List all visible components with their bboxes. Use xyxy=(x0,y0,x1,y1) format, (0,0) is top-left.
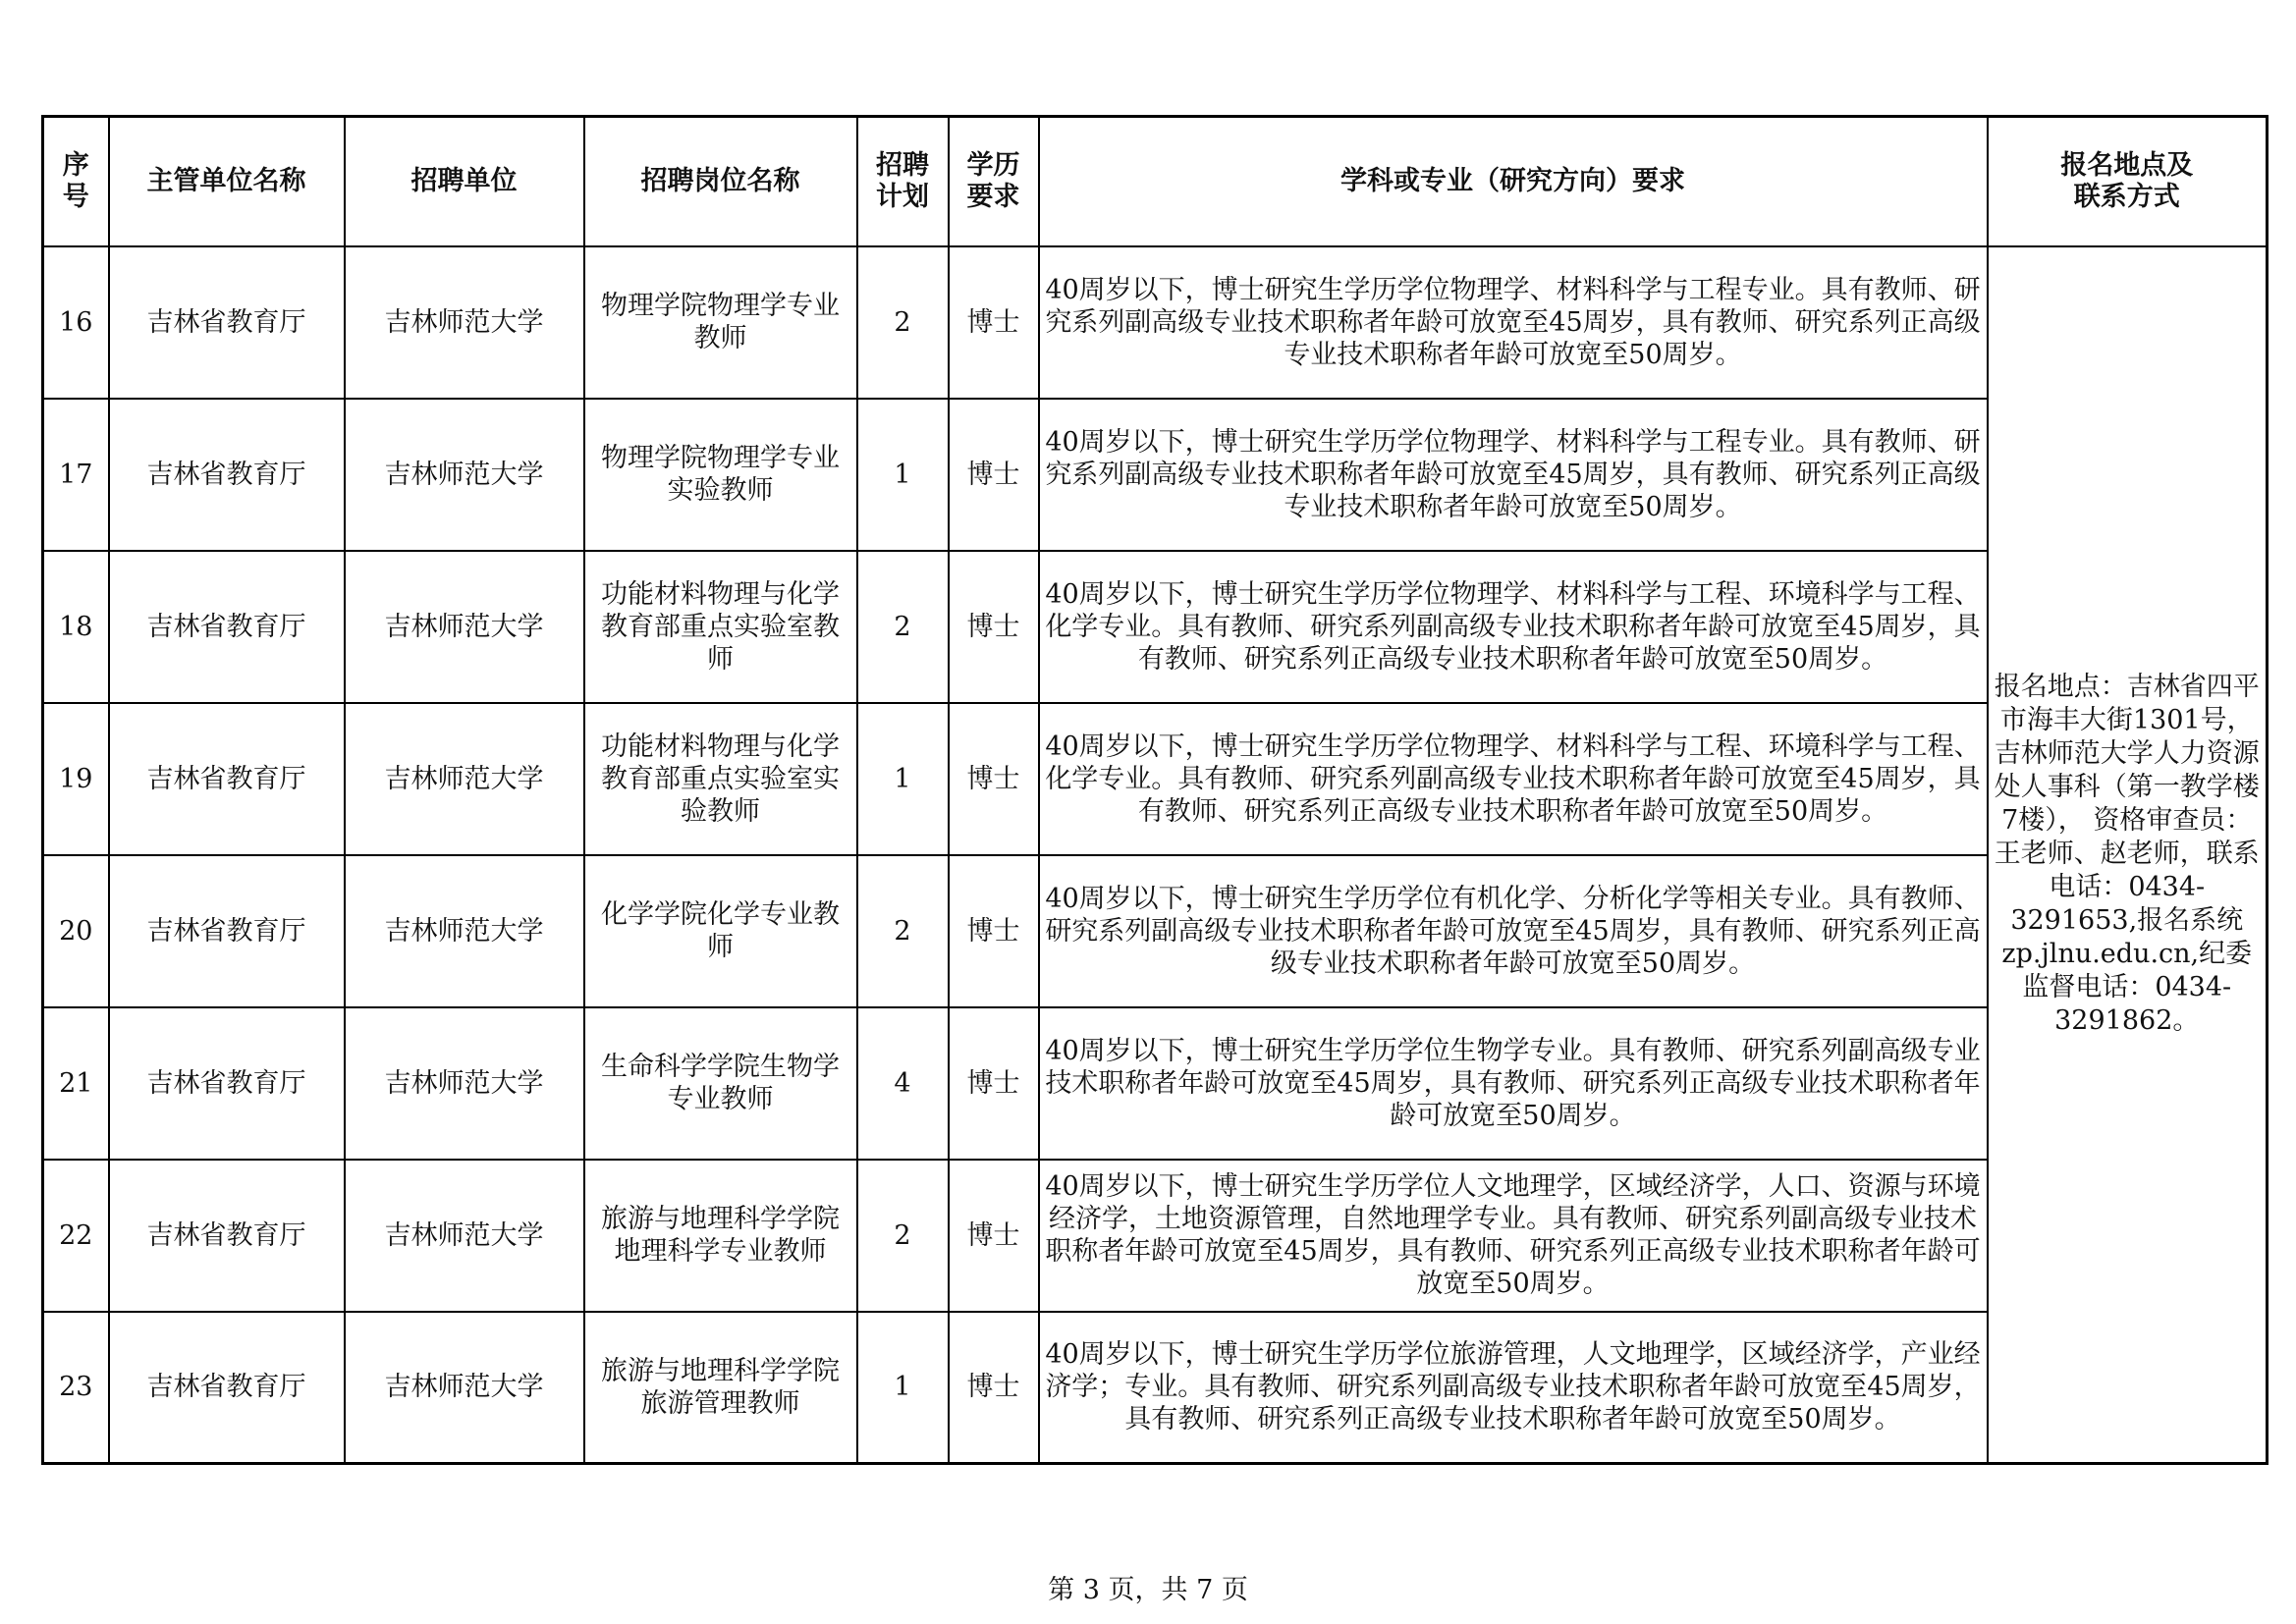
cell-requirement: 40周岁以下，博士研究生学历学位有机化学、分析化学等相关专业。具有教师、研究系列副高级专业技术职称者年龄可放宽至45周岁，具有教师、研究系列正高级专业技术职称者年龄可放宽至50周岁。 xyxy=(1039,855,1988,1007)
cell-edu: 博士 xyxy=(949,1312,1039,1464)
header-seq: 序号 xyxy=(43,117,109,246)
cell-plan: 1 xyxy=(857,703,949,855)
cell-unit: 吉林师范大学 xyxy=(345,399,584,551)
cell-requirement: 40周岁以下，博士研究生学历学位人文地理学，区域经济学，人口、资源与环境经济学，土地资源管理，自然地理学专业。具有教师、研究系列副高级专业技术职称者年龄可放宽至45周岁，具有教师、研究系列正高级专业技术职称者年龄可放宽至50周岁。 xyxy=(1039,1160,1988,1312)
cell-dept: 吉林省教育厅 xyxy=(109,1007,345,1160)
table-row xyxy=(43,246,2268,399)
cell-requirement: 40周岁以下，博士研究生学历学位生物学专业。具有教师、研究系列副高级专业技术职称者年龄可放宽至45周岁，具有教师、研究系列正高级专业技术职称者年龄可放宽至50周岁。 xyxy=(1039,1007,1988,1160)
page-number-footer: 第 3 页，共 7 页 xyxy=(1048,1575,1248,1605)
cell-seq: 22 xyxy=(43,1160,109,1312)
cell-plan: 1 xyxy=(857,1312,949,1464)
cell-plan: 1 xyxy=(857,399,949,551)
cell-dept: 吉林省教育厅 xyxy=(109,399,345,551)
cell-post: 化学学院化学专业教师 xyxy=(584,855,857,1007)
cell-edu: 博士 xyxy=(949,1007,1039,1160)
cell-unit: 吉林师范大学 xyxy=(345,246,584,399)
cell-post: 生命科学学院生物学专业教师 xyxy=(584,1007,857,1160)
header-plan: 招聘计划 xyxy=(857,117,949,246)
header-contact: 报名地点及联系方式 xyxy=(1988,117,2268,246)
cell-seq: 20 xyxy=(43,855,109,1007)
cell-unit: 吉林师范大学 xyxy=(345,1160,584,1312)
cell-edu: 博士 xyxy=(949,1160,1039,1312)
cell-requirement: 40周岁以下，博士研究生学历学位物理学、材料科学与工程专业。具有教师、研究系列副高级专业技术职称者年龄可放宽至45周岁，具有教师、研究系列正高级专业技术职称者年龄可放宽至50周岁。 xyxy=(1039,246,1988,399)
table-header-row xyxy=(43,117,2268,246)
cell-unit: 吉林师范大学 xyxy=(345,855,584,1007)
cell-edu: 博士 xyxy=(949,855,1039,1007)
cell-requirement: 40周岁以下，博士研究生学历学位旅游管理，人文地理学，区域经济学，产业经济学；专业。具有教师、研究系列副高级专业技术职称者年龄可放宽至45周岁，具有教师、研究系列正高级专业技术职称者年龄可放宽至50周岁。 xyxy=(1039,1312,1988,1464)
cell-seq: 17 xyxy=(43,399,109,551)
table-row xyxy=(43,1007,2268,1160)
cell-plan: 2 xyxy=(857,1160,949,1312)
cell-post: 旅游与地理科学学院地理科学专业教师 xyxy=(584,1160,857,1312)
cell-seq: 18 xyxy=(43,551,109,703)
table-row xyxy=(43,1160,2268,1312)
cell-requirement: 40周岁以下，博士研究生学历学位物理学、材料科学与工程专业。具有教师、研究系列副高级专业技术职称者年龄可放宽至45周岁，具有教师、研究系列正高级专业技术职称者年龄可放宽至50周岁。 xyxy=(1039,399,1988,551)
cell-dept: 吉林省教育厅 xyxy=(109,855,345,1007)
table-row xyxy=(43,855,2268,1007)
cell-plan: 2 xyxy=(857,551,949,703)
cell-unit: 吉林师范大学 xyxy=(345,1007,584,1160)
table-row xyxy=(43,1312,2268,1464)
cell-post: 功能材料物理与化学教育部重点实验室实验教师 xyxy=(584,703,857,855)
table-row xyxy=(43,399,2268,551)
cell-edu: 博士 xyxy=(949,551,1039,703)
cell-dept: 吉林省教育厅 xyxy=(109,551,345,703)
cell-unit: 吉林师范大学 xyxy=(345,703,584,855)
cell-plan: 4 xyxy=(857,1007,949,1160)
cell-unit: 吉林师范大学 xyxy=(345,1312,584,1464)
header-req: 学科或专业（研究方向）要求 xyxy=(1039,117,1988,246)
cell-seq: 21 xyxy=(43,1007,109,1160)
cell-post: 物理学院物理学专业实验教师 xyxy=(584,399,857,551)
cell-seq: 23 xyxy=(43,1312,109,1464)
cell-dept: 吉林省教育厅 xyxy=(109,246,345,399)
header-post: 招聘岗位名称 xyxy=(584,117,857,246)
cell-seq: 16 xyxy=(43,246,109,399)
cell-edu: 博士 xyxy=(949,703,1039,855)
cell-edu: 博士 xyxy=(949,399,1039,551)
cell-dept: 吉林省教育厅 xyxy=(109,1312,345,1464)
cell-seq: 19 xyxy=(43,703,109,855)
cell-dept: 吉林省教育厅 xyxy=(109,1160,345,1312)
header-dept: 主管单位名称 xyxy=(109,117,345,246)
recruitment-table-container xyxy=(41,115,2266,1465)
header-edu: 学历要求 xyxy=(949,117,1039,246)
cell-plan: 2 xyxy=(857,855,949,1007)
cell-post: 旅游与地理科学学院旅游管理教师 xyxy=(584,1312,857,1464)
header-unit: 招聘单位 xyxy=(345,117,584,246)
table-row xyxy=(43,703,2268,855)
cell-requirement: 40周岁以下，博士研究生学历学位物理学、材料科学与工程、环境科学与工程、化学专业。具有教师、研究系列副高级专业技术职称者年龄可放宽至45周岁，具有教师、研究系列正高级专业技术职称者年龄可放宽至50周岁。 xyxy=(1039,703,1988,855)
recruitment-table xyxy=(41,115,2269,1465)
cell-edu: 博士 xyxy=(949,246,1039,399)
cell-dept: 吉林省教育厅 xyxy=(109,703,345,855)
cell-post: 功能材料物理与化学教育部重点实验室教师 xyxy=(584,551,857,703)
cell-plan: 2 xyxy=(857,246,949,399)
table-row xyxy=(43,551,2268,703)
cell-requirement: 40周岁以下，博士研究生学历学位物理学、材料科学与工程、环境科学与工程、化学专业。具有教师、研究系列副高级专业技术职称者年龄可放宽至45周岁，具有教师、研究系列正高级专业技术职称者年龄可放宽至50周岁。 xyxy=(1039,551,1988,703)
cell-post: 物理学院物理学专业教师 xyxy=(584,246,857,399)
cell-contact: 报名地点：吉林省四平市海丰大街1301号，吉林师范大学人力资源处人事科（第一教学楼7楼）， 资格审查员：王老师、赵老师，联系电话：0434-3291653,报名系统zp.jlnu.edu.cn,纪委监督电话：0434-3291862。 xyxy=(1988,246,2268,1464)
cell-unit: 吉林师范大学 xyxy=(345,551,584,703)
